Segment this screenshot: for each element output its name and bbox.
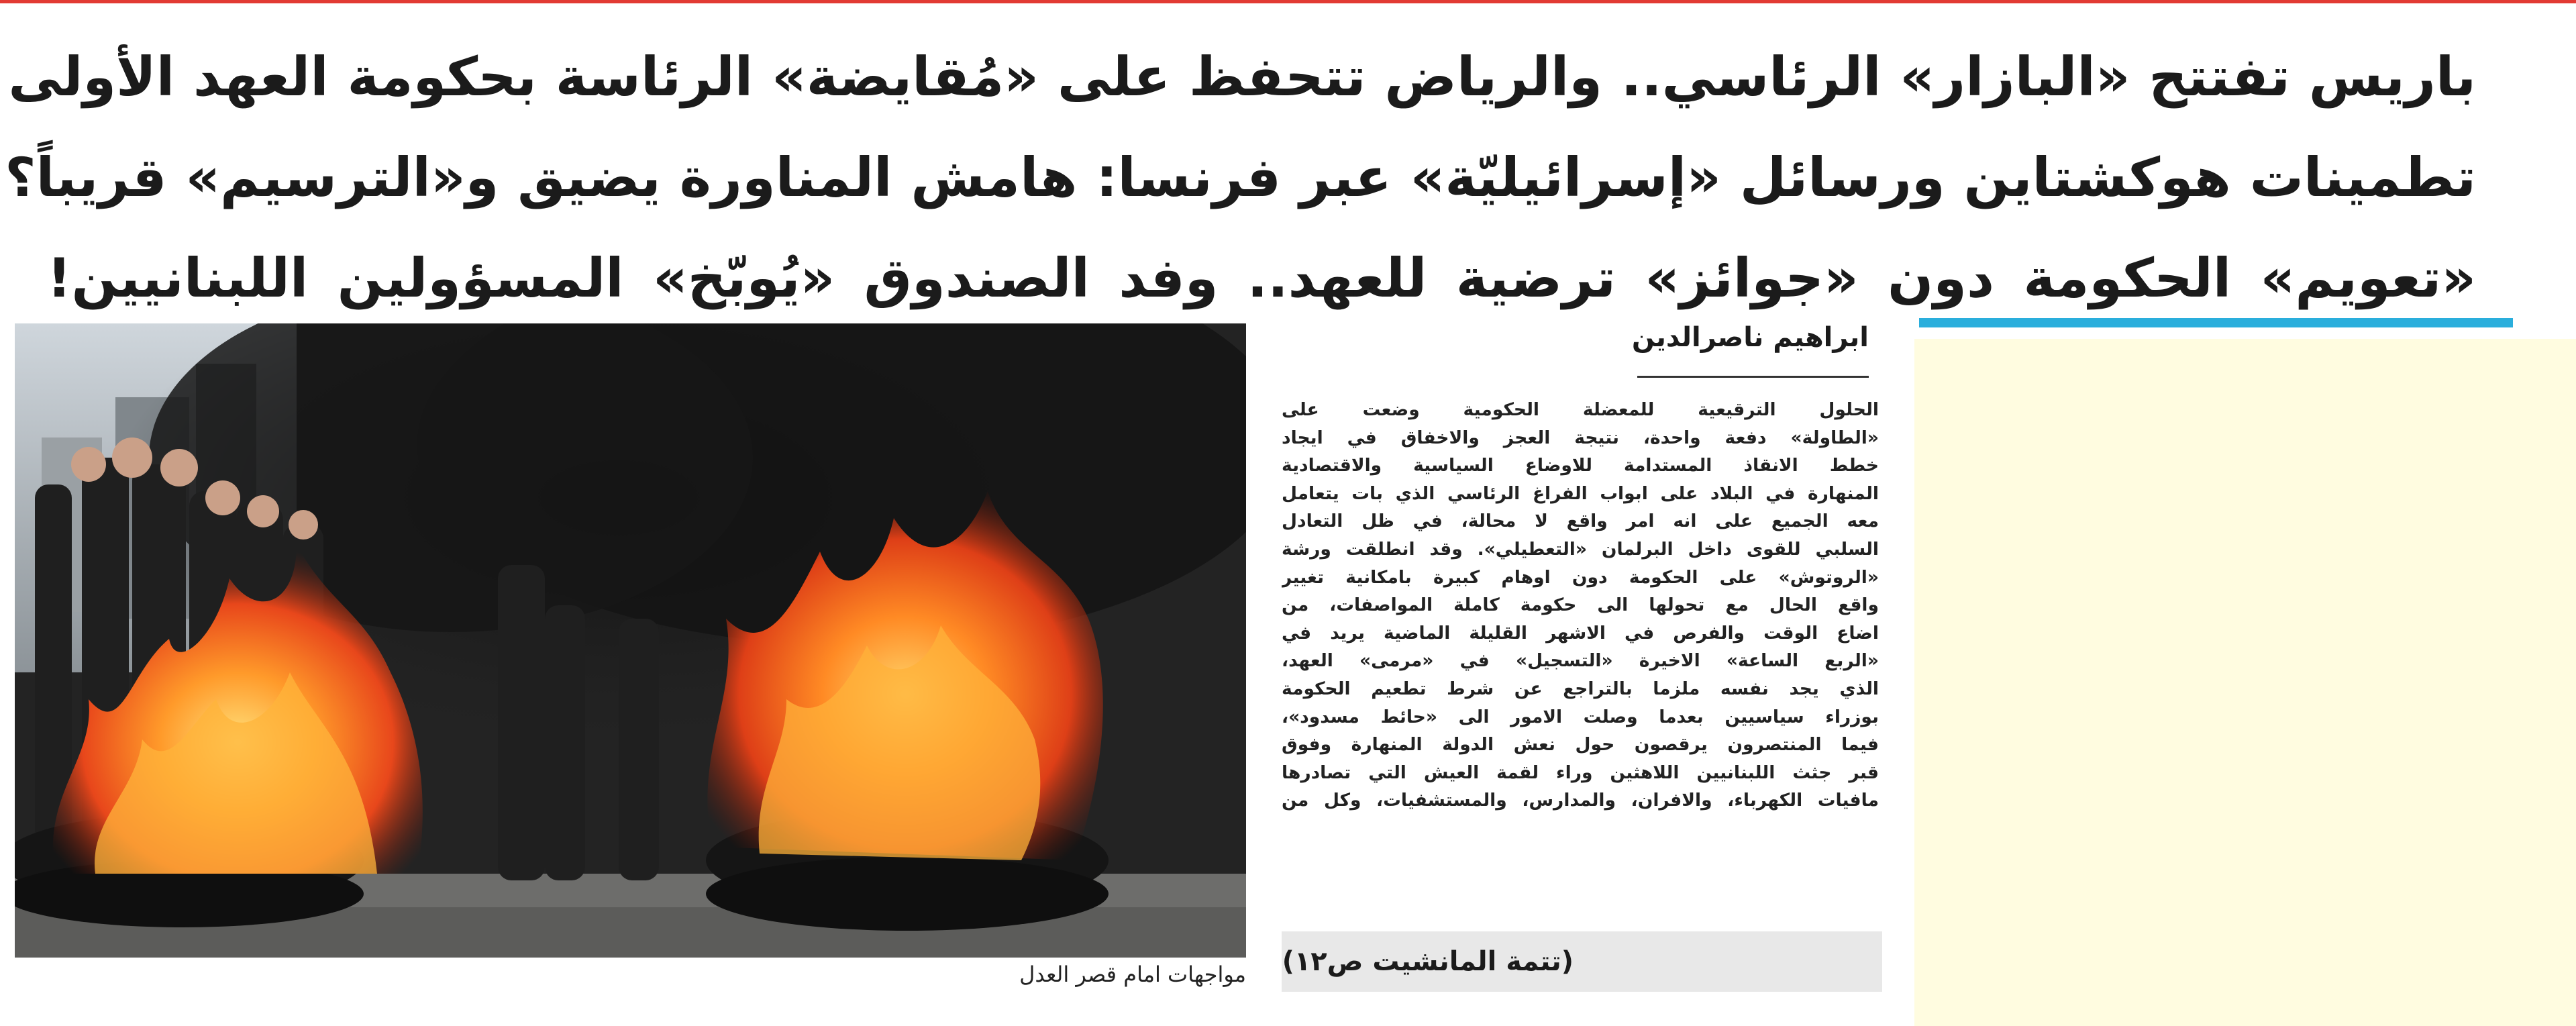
article-line: الحلول الترقيعية للمعضلة الحكومية وضعت على [1282,399,1879,420]
ad-top-rule [1919,318,2513,327]
continued-label[interactable]: (تتمة المانشيت ص١٢) [1282,946,1574,977]
article-line: خطط الانقاذ المستدامة للاوضاع السياسية والاقتصادية [1282,455,1879,476]
burning-tires-illustration [15,323,1246,958]
headline-3[interactable]: «تعويم» الحكومة دون «جوائز» ترضية للعهد.. وفد الصندوق «يُوبّخ» المسؤولين اللبنانيين! [47,247,2476,309]
article-line: واقع الحال مع تحولها الى حكومة كاملة المواصفات، من [1282,595,1879,616]
photo-caption: مواجهات امام قصر العدل [1019,962,1246,987]
headline-block [5,27,2476,329]
protest-photo [15,323,1246,958]
article-line: مافيات الكهرباء، والافران، والمدارس، والمستشفيات، وكل من [1282,790,1879,811]
headline-1[interactable]: باريس تفتتح «البازار» الرئاسي.. والرياض تتحفظ على «مُقايضة» الرئاسة بحكومة العهد الأولى [8,46,2476,108]
article-line: المنهارة في البلاد على ابواب الفراغ الرئاسي الذي بات يتعامل [1282,482,1879,504]
headline-2[interactable]: تطمينات هوكشتاين ورسائل «إسرائيليّة» عبر فرنسا: هامش المناورة يضيق و«الترسيم» قريباً؟ [5,146,2476,209]
ad-panel-blank [1914,339,2576,1026]
article-line: «الربع الساعة» الاخيرة «التسجيل» في «مرمى» العهد، [1282,650,1879,672]
continued-on-page-box[interactable] [1282,931,1882,992]
article-line: السلبي للقوى داخل البرلمان «التعطيلي». وقد انطلقت ورشة [1282,538,1879,560]
article-line: «الروتوش» على الحكومة دون اوهام كبيرة بامكانية تغيير [1282,566,1879,588]
article-line: الذي يجد نفسه ملزما بالتراجع عن شرط تطعيم الحكومة [1282,678,1879,699]
article-line: «الطاولة» دفعة واحدة، نتيجة العجز والاخفاق في ايجاد [1282,427,1879,448]
article-line: اضاع الوقت والفرص في الاشهر القليلة الماضية يريد في [1282,622,1879,644]
byline-underline [1637,376,1869,378]
article-line: فيما المنتصرون يرقصون حول نعش الدولة المنهارة وفوق [1282,734,1879,756]
author-byline: ابراهيم ناصرالدين [1631,322,1869,353]
article-body [1282,396,1879,926]
article-line: قبر جثث اللبنانيين اللاهثين وراء لقمة العيش التي تصادرها [1282,762,1879,783]
top-red-rule [0,0,2576,3]
article-line: معه الجميع على انه امر واقع لا محالة، في ظل التعادل [1282,511,1879,532]
article-line: بوزراء سياسيين بعدما وصلت الامور الى «حائط مسدود»، [1282,706,1879,727]
